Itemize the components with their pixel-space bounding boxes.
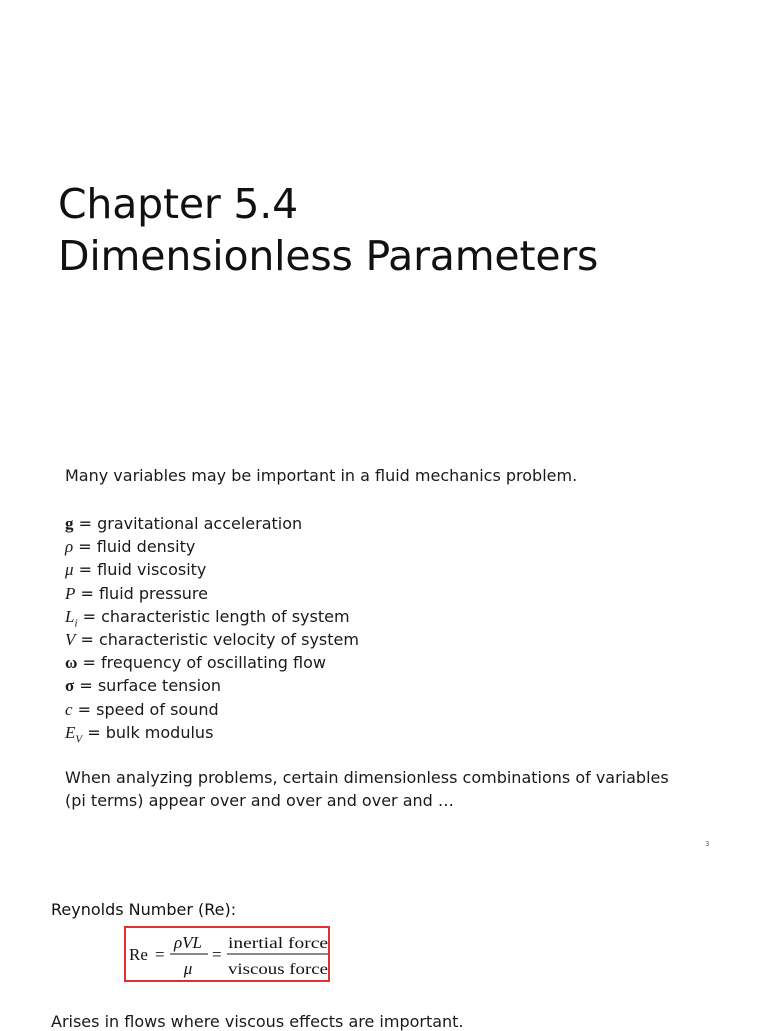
formula-equals-2: =: [212, 945, 222, 964]
pi-terms-paragraph: When analyzing problems, certain dimensionless combinations of variables (pi terms) appear over and over and over and …: [65, 768, 669, 810]
formula-denominator-1: μ: [183, 959, 193, 978]
variable-symbol: σ: [65, 676, 75, 696]
variable-list: [65, 512, 359, 744]
variable-symbol: g: [65, 514, 74, 533]
variable-symbol: ρ: [65, 537, 74, 557]
variable-description: = fluid density: [78, 537, 196, 557]
formula-numerator-2: inertial force: [228, 935, 328, 952]
variable-item: [65, 628, 359, 651]
variable-symbol: $E_V$: [65, 722, 83, 746]
formula-lhs: Re: [129, 945, 148, 964]
variable-description: = fluid viscosity: [78, 560, 207, 580]
formula-equals-1: =: [155, 945, 165, 964]
formula-denominator-2: viscous force: [228, 961, 328, 978]
arises-text: Arises in flows where viscous effects are important.: [51, 1012, 464, 1031]
variable-item: [65, 721, 359, 744]
variable-description: = frequency of oscillating flow: [82, 653, 326, 673]
formula-svg: [126, 928, 328, 980]
variable-symbol: P: [65, 583, 76, 603]
variable-description: = speed of sound: [77, 699, 219, 719]
intro-text: Many variables may be important in a fluid mechanics problem.: [65, 466, 578, 485]
page-title: [58, 178, 598, 282]
variable-description: = characteristic length of system: [82, 606, 350, 626]
variable-item: [65, 698, 359, 721]
title-line-2: Dimensionless Parameters: [58, 232, 599, 280]
variable-item: [65, 582, 359, 605]
variable-description: = gravitational acceleration: [78, 514, 303, 533]
variable-item: [65, 605, 359, 628]
variable-description: = surface tension: [79, 676, 222, 696]
variable-description: = characteristic velocity of system: [80, 629, 359, 649]
formula-numerator-1: ρVL: [174, 933, 202, 952]
variable-item: [65, 674, 359, 697]
variable-symbol: ω: [65, 653, 78, 673]
page-number: 3: [705, 840, 710, 848]
variable-item: [65, 558, 359, 581]
reynolds-heading: Reynolds Number (Re):: [51, 900, 237, 919]
variable-symbol: V: [65, 629, 76, 649]
variable-item: [65, 512, 359, 535]
variable-item: [65, 651, 359, 674]
variable-symbol: $L_i$: [65, 606, 78, 630]
variable-description: = bulk modulus: [87, 722, 214, 742]
variable-item: [65, 535, 359, 558]
reynolds-formula: [124, 926, 330, 982]
variable-description: = fluid pressure: [80, 583, 208, 603]
variable-symbol: μ: [65, 560, 74, 580]
variable-symbol: c: [65, 699, 73, 719]
title-line-1: Chapter 5.4: [58, 180, 298, 228]
